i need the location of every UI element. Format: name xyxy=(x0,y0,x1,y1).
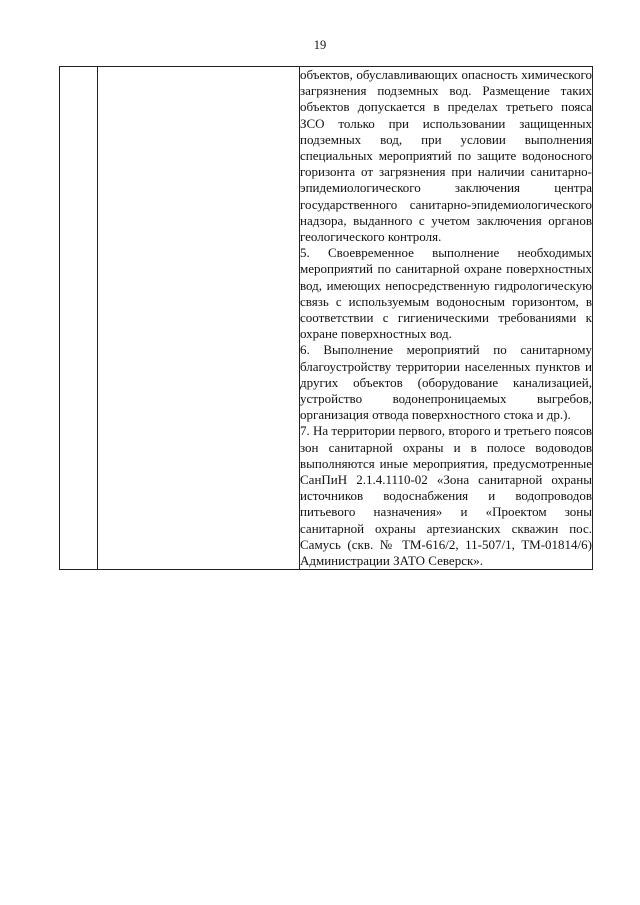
table-cell-text xyxy=(300,67,593,570)
table-row xyxy=(60,67,593,570)
document-table xyxy=(59,66,593,570)
table-cell-name xyxy=(98,67,300,570)
table-cell-index xyxy=(60,67,98,570)
paragraph: 7. На территории первого, второго и третьего поясов зон санитарной охраны и в полосе водоводов выполняются иные мероприятия, предусмотренные СанПиН 2.1.4.1110-02 «Зона санитарной охраны источников водоснабжения и водопроводов питьевого назначения» и «Проектом зоны санитарной охраны артезианских скважин пос. Самусь (скв. № ТМ-616/2, 11-507/1, ТМ-01814/6) Администрации ЗАТО Северск». xyxy=(300,423,592,569)
paragraph: 6. Выполнение мероприятий по санитарному благоустройству территории населенных пунктов и других объектов (оборудование канализацией, устройство водонепроницаемых выгребов, организация отвода поверхностного стока и др.). xyxy=(300,342,592,423)
page-number: 19 xyxy=(313,38,327,52)
paragraph: объектов, обуславливающих опасность химического загрязнения подземных вод. Размещение таких объектов допускается в пределах третьего пояса ЗСО только при использовании защищенных подземных вод, при условии выполнения специальных мероприятий по защите водоносного горизонта от загрязнения при наличии санитарно-эпидемиологического заключения центра государственного санитарно-эпидемиологического надзора, выданного с учетом заключения органов геологического контроля. xyxy=(300,67,592,245)
paragraph: 5. Своевременное выполнение необходимых мероприятий по санитарной охране поверхностных вод, имеющих непосредственную гидрологическую связь с используемым водоносным горизонтом, в соответствии с гигиеническими требованиями к охране поверхностных вод. xyxy=(300,245,592,342)
